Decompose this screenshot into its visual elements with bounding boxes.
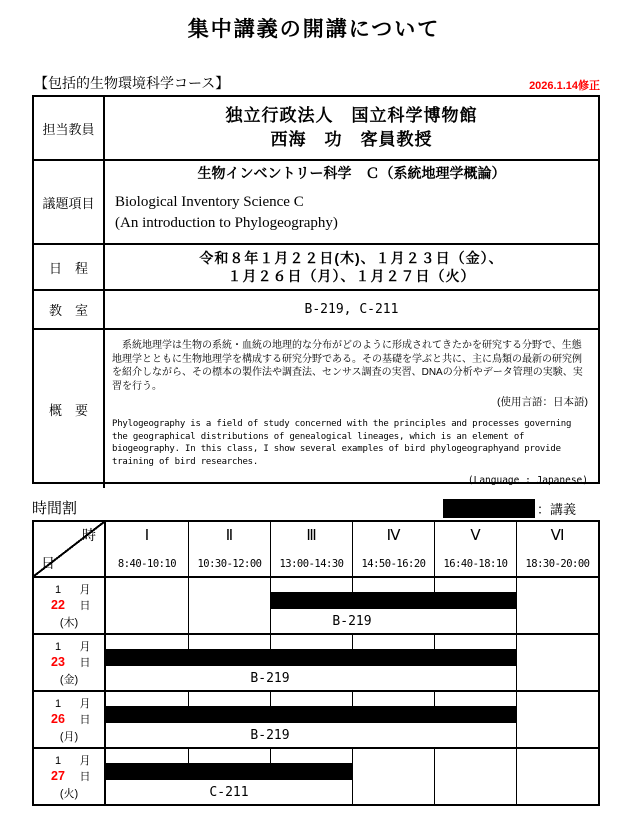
month-number: 1 — [54, 755, 62, 768]
period-header-cell — [352, 522, 434, 576]
month-line — [34, 695, 104, 711]
lecture-bar — [106, 763, 352, 780]
instructor-line2: 西海 功 客員教授 — [270, 130, 433, 149]
day-unit: 日 — [79, 600, 91, 613]
overview-text-ja: 系統地理学は生物の系統・血統の地理的な分布がどのように形成されてきたかを研究する分野で、生態地理学とともに生物地理学を構成する研究分野である。その基礎を学ぶと共に、主に鳥類の最新の研究例を紹介しながら、その標本の製作法や調査法、センサス調査の実習、DNAの分析やデータ管理の実験、実習を行う。 — [112, 340, 583, 392]
weekday: (火) — [59, 787, 79, 800]
page-title: 集中講義の開講について — [187, 18, 441, 41]
period-cell — [434, 749, 516, 804]
corner-time-axis: 時 — [82, 527, 96, 543]
subject-title-en-2: (An introduction to Phylogeography) — [115, 215, 338, 231]
room-label: C-211 — [209, 784, 249, 800]
month-line — [34, 752, 104, 768]
period-numeral: Ⅵ — [550, 527, 565, 544]
meta-row — [32, 73, 600, 93]
subject-label: 議題項目 — [34, 161, 105, 243]
room-label: B-219 — [332, 613, 372, 629]
room-label: B-219 — [250, 727, 290, 743]
overview-language-ja: (使用言語：日本語) — [497, 396, 588, 408]
timetable — [32, 520, 600, 806]
corner-cell — [34, 522, 106, 576]
timetable-day-row — [34, 633, 598, 690]
subject-content — [105, 161, 598, 243]
schedule-label: 日 程 — [34, 245, 105, 289]
day-line — [34, 597, 104, 613]
month-unit: 月 — [79, 755, 91, 768]
period-time: 10:30-12:00 — [197, 558, 262, 570]
day-line — [34, 654, 104, 670]
schedule-line1: 令和８年１月２２日(木)、１月２３日（金）、 — [199, 250, 504, 266]
instructor-label: 担当教員 — [34, 97, 105, 159]
weekday: (金) — [59, 673, 79, 686]
timetable-heading-row — [32, 496, 600, 518]
period-time: 16:40-18:10 — [443, 558, 508, 570]
period-header-cell — [188, 522, 270, 576]
period-time: 18:30-20:00 — [525, 558, 590, 570]
period-cell — [352, 749, 434, 804]
timetable-day-row — [34, 747, 598, 804]
revision-note: 2026.1.14修正 — [529, 80, 600, 92]
period-numeral: Ⅲ — [306, 527, 317, 544]
instructor-content — [105, 97, 598, 159]
period-cell — [516, 692, 598, 747]
instructor-line1: 独立行政法人 国立科学博物館 — [225, 106, 478, 125]
month-number: 1 — [54, 584, 62, 597]
day-number: 23 — [51, 655, 65, 670]
classroom-value: B-219, C-211 — [304, 302, 399, 317]
period-header-cell — [434, 522, 516, 576]
period-cell — [188, 578, 270, 633]
month-unit: 月 — [79, 641, 91, 654]
day-cell — [34, 578, 106, 633]
lecture-bar — [106, 649, 516, 666]
period-cell — [516, 749, 598, 804]
timetable-heading: 時間割 — [32, 500, 78, 517]
overview-label: 概 要 — [34, 330, 105, 488]
period-cell — [516, 635, 598, 690]
day-cell — [34, 749, 106, 804]
timetable-body — [34, 576, 598, 804]
schedule-line2: １月２６日（月）、１月２７日（火） — [227, 268, 476, 284]
day-line — [34, 711, 104, 727]
period-numeral: Ⅴ — [470, 527, 481, 544]
month-line — [34, 638, 104, 654]
room-label: B-219 — [250, 670, 290, 686]
period-header-cell — [516, 522, 598, 576]
timetable-day-row — [34, 576, 598, 633]
overview-text-en: Phylogeography is a field of study concerned with the principles and processes governing the geographical distributions of genealogical lineages, which is an element of biogeography. In this class, I show several examples of bird phylogeographyand provide training of bird researches. — [112, 419, 572, 467]
period-header-cell — [106, 522, 188, 576]
day-line — [34, 768, 104, 784]
month-unit: 月 — [79, 584, 91, 597]
period-time: 13:00-14:30 — [279, 558, 344, 570]
timetable-day-row — [34, 690, 598, 747]
weekday: (木) — [59, 616, 79, 629]
month-unit: 月 — [79, 698, 91, 711]
month-number: 1 — [54, 698, 62, 711]
lecture-legend-swatch — [443, 499, 535, 518]
period-numeral: Ⅳ — [386, 527, 401, 544]
lecture-legend-label: ：講義 — [536, 502, 576, 517]
course-info-table — [32, 95, 600, 484]
day-unit: 日 — [79, 657, 91, 670]
schedule-content — [105, 245, 598, 289]
period-numeral: Ⅱ — [225, 527, 234, 544]
corner-day-axis: 日 — [41, 555, 55, 571]
timetable-header — [34, 522, 598, 576]
subject-title-ja: 生物インベントリー科学 Ｃ（系統地理学概論） — [197, 165, 506, 181]
overview-content — [105, 330, 598, 488]
weekday: (月) — [59, 730, 79, 743]
row-classroom — [34, 289, 598, 328]
month-line — [34, 581, 104, 597]
period-cell — [106, 578, 188, 633]
month-number: 1 — [54, 641, 62, 654]
day-cell — [34, 635, 106, 690]
day-unit: 日 — [79, 771, 91, 784]
subject-title-en-1: Biological Inventory Science C — [115, 194, 304, 210]
row-subject — [34, 159, 598, 243]
period-time: 8:40-10:10 — [117, 558, 177, 570]
classroom-label: 教 室 — [34, 291, 105, 328]
day-unit: 日 — [79, 714, 91, 727]
period-header-cell — [270, 522, 352, 576]
day-cell — [34, 692, 106, 747]
period-numeral: Ⅰ — [144, 527, 150, 544]
row-schedule — [34, 243, 598, 289]
row-instructor — [34, 97, 598, 159]
row-overview — [34, 328, 598, 486]
course-tag: 【包括的生物環境科学コース】 — [34, 75, 230, 91]
day-number: 22 — [51, 598, 65, 613]
period-time: 14:50-16:20 — [361, 558, 426, 570]
lecture-bar — [270, 592, 516, 609]
period-cell — [516, 578, 598, 633]
lecture-bar — [106, 706, 516, 723]
overview-language-en: (Language : Japanese) — [467, 475, 588, 486]
day-number: 27 — [51, 769, 65, 784]
day-number: 26 — [51, 712, 65, 727]
